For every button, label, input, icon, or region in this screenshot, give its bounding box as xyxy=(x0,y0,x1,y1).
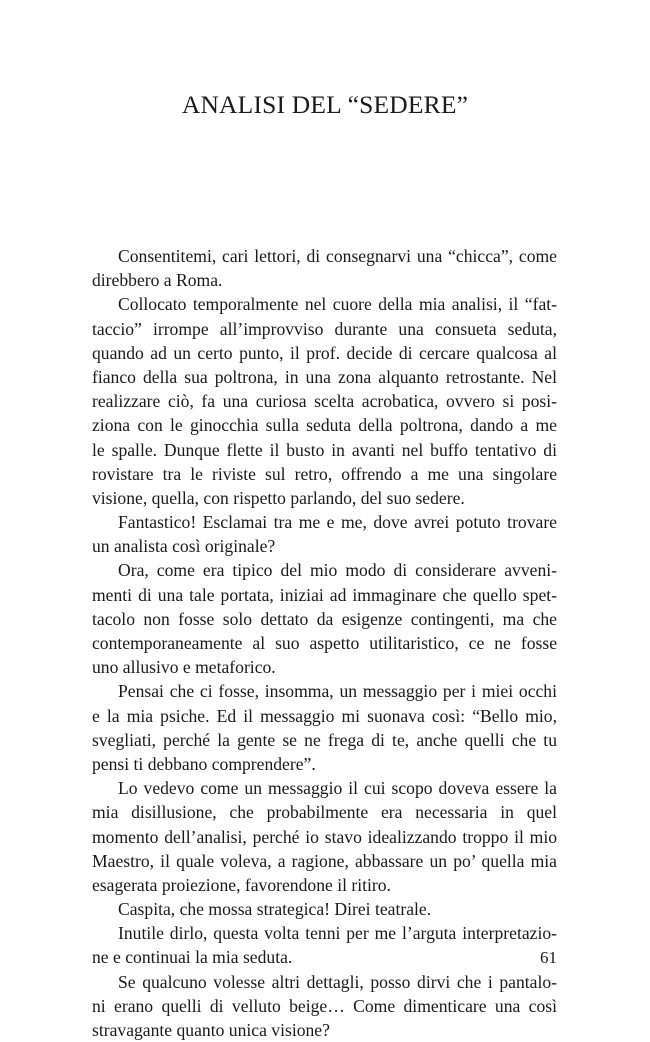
chapter-body xyxy=(92,244,557,1042)
text-line: Inutile dirlo, questa volta tenni per me l’arguta interpretazio- xyxy=(118,923,557,944)
text-line: visione, quella, con rispetto parlando, del suo sedere. xyxy=(92,487,465,508)
text-line: Fantastico! Esclamai tra me e me, dove avrei potuto trovare xyxy=(118,512,557,533)
text-line: fianco della sua poltrona, in una zona alquanto retrostante. Nel xyxy=(92,366,557,387)
paragraph xyxy=(92,921,557,969)
text-line: pensi ti debbano comprendere”. xyxy=(92,753,316,774)
text-line: rovistare tra le riviste sul retro, offrendo a me una singolare xyxy=(92,463,557,484)
text-line: stravagante quanto unica visione? xyxy=(92,1020,330,1040)
text-line: ziona con le ginocchia sulla seduta della poltrona, dando a me xyxy=(92,415,557,436)
text-line: quando ad un certo punto, il prof. decide di cercare qualcosa al xyxy=(92,342,557,363)
text-line: uno allusivo e metaforico. xyxy=(92,657,276,678)
paragraph xyxy=(92,897,557,921)
text-line: Se qualcuno volesse altri dettagli, posso dirvi che i pantalo- xyxy=(118,971,557,992)
text-line: le spalle. Dunque flette il busto in avanti nel buffo tentativo di xyxy=(92,439,557,460)
text-line: menti di una tale portata, iniziai ad immaginare che quello spet- xyxy=(92,584,557,605)
text-line: taccio” irrompe all’improvviso durante una consueta seduta, xyxy=(92,318,557,339)
paragraph xyxy=(92,679,557,776)
paragraph xyxy=(92,776,557,897)
text-line: ni erano quelli di velluto beige… Come dimenticare una così xyxy=(92,995,557,1016)
text-line: Consentitemi, cari lettori, di consegnarvi una “chicca”, come xyxy=(118,246,557,266)
text-line: mia disillusione, che probabilmente era necessaria in quel xyxy=(92,802,557,823)
text-line: esagerata proiezione, favorendone il ritiro. xyxy=(92,874,391,895)
text-line: Caspita, che mossa strategica! Direi teatrale. xyxy=(118,899,432,920)
text-line: Pensai che ci fosse, insomma, un messaggio per i miei occhi xyxy=(118,681,557,702)
paragraph xyxy=(92,292,557,510)
paragraph xyxy=(92,970,557,1042)
paragraph xyxy=(92,510,557,558)
text-line: Maestro, il quale voleva, a ragione, abbassare un po’ quella mia xyxy=(92,850,557,871)
text-line: tacolo non fosse solo dettato da esigenze contingenti, ma che xyxy=(92,608,557,629)
text-line: momento dell’analisi, perché io stavo idealizzando troppo il mio xyxy=(92,826,557,847)
text-line: svegliati, perché la gente se ne frega di te, anche quelli che tu xyxy=(92,729,557,750)
text-line: Collocato temporalmente nel cuore della mia analisi, il “fat- xyxy=(118,294,557,315)
text-line: direbbero a Roma. xyxy=(92,270,223,291)
text-line: Ora, come era tipico del mio modo di considerare avveni- xyxy=(118,560,557,581)
text-line: Lo vedevo come un messaggio il cui scopo doveva essere la xyxy=(118,778,557,799)
text-line: realizzare ciò, fa una curiosa scelta acrobatica, ovvero si posi- xyxy=(92,391,557,412)
text-line: ne e continuai la mia seduta. xyxy=(92,947,293,968)
paragraph xyxy=(92,558,557,679)
text-line: contemporaneamente al suo aspetto utilitaristico, ce ne fosse xyxy=(92,633,557,653)
paragraph xyxy=(92,244,557,292)
text-line: un analista così originale? xyxy=(92,536,276,557)
page-number: 61 xyxy=(540,948,557,967)
text-line: e la mia psiche. Ed il messaggio mi suonava così: “Bello mio, xyxy=(92,705,557,726)
chapter-title: ANALISI DEL “SEDERE” xyxy=(181,90,469,119)
